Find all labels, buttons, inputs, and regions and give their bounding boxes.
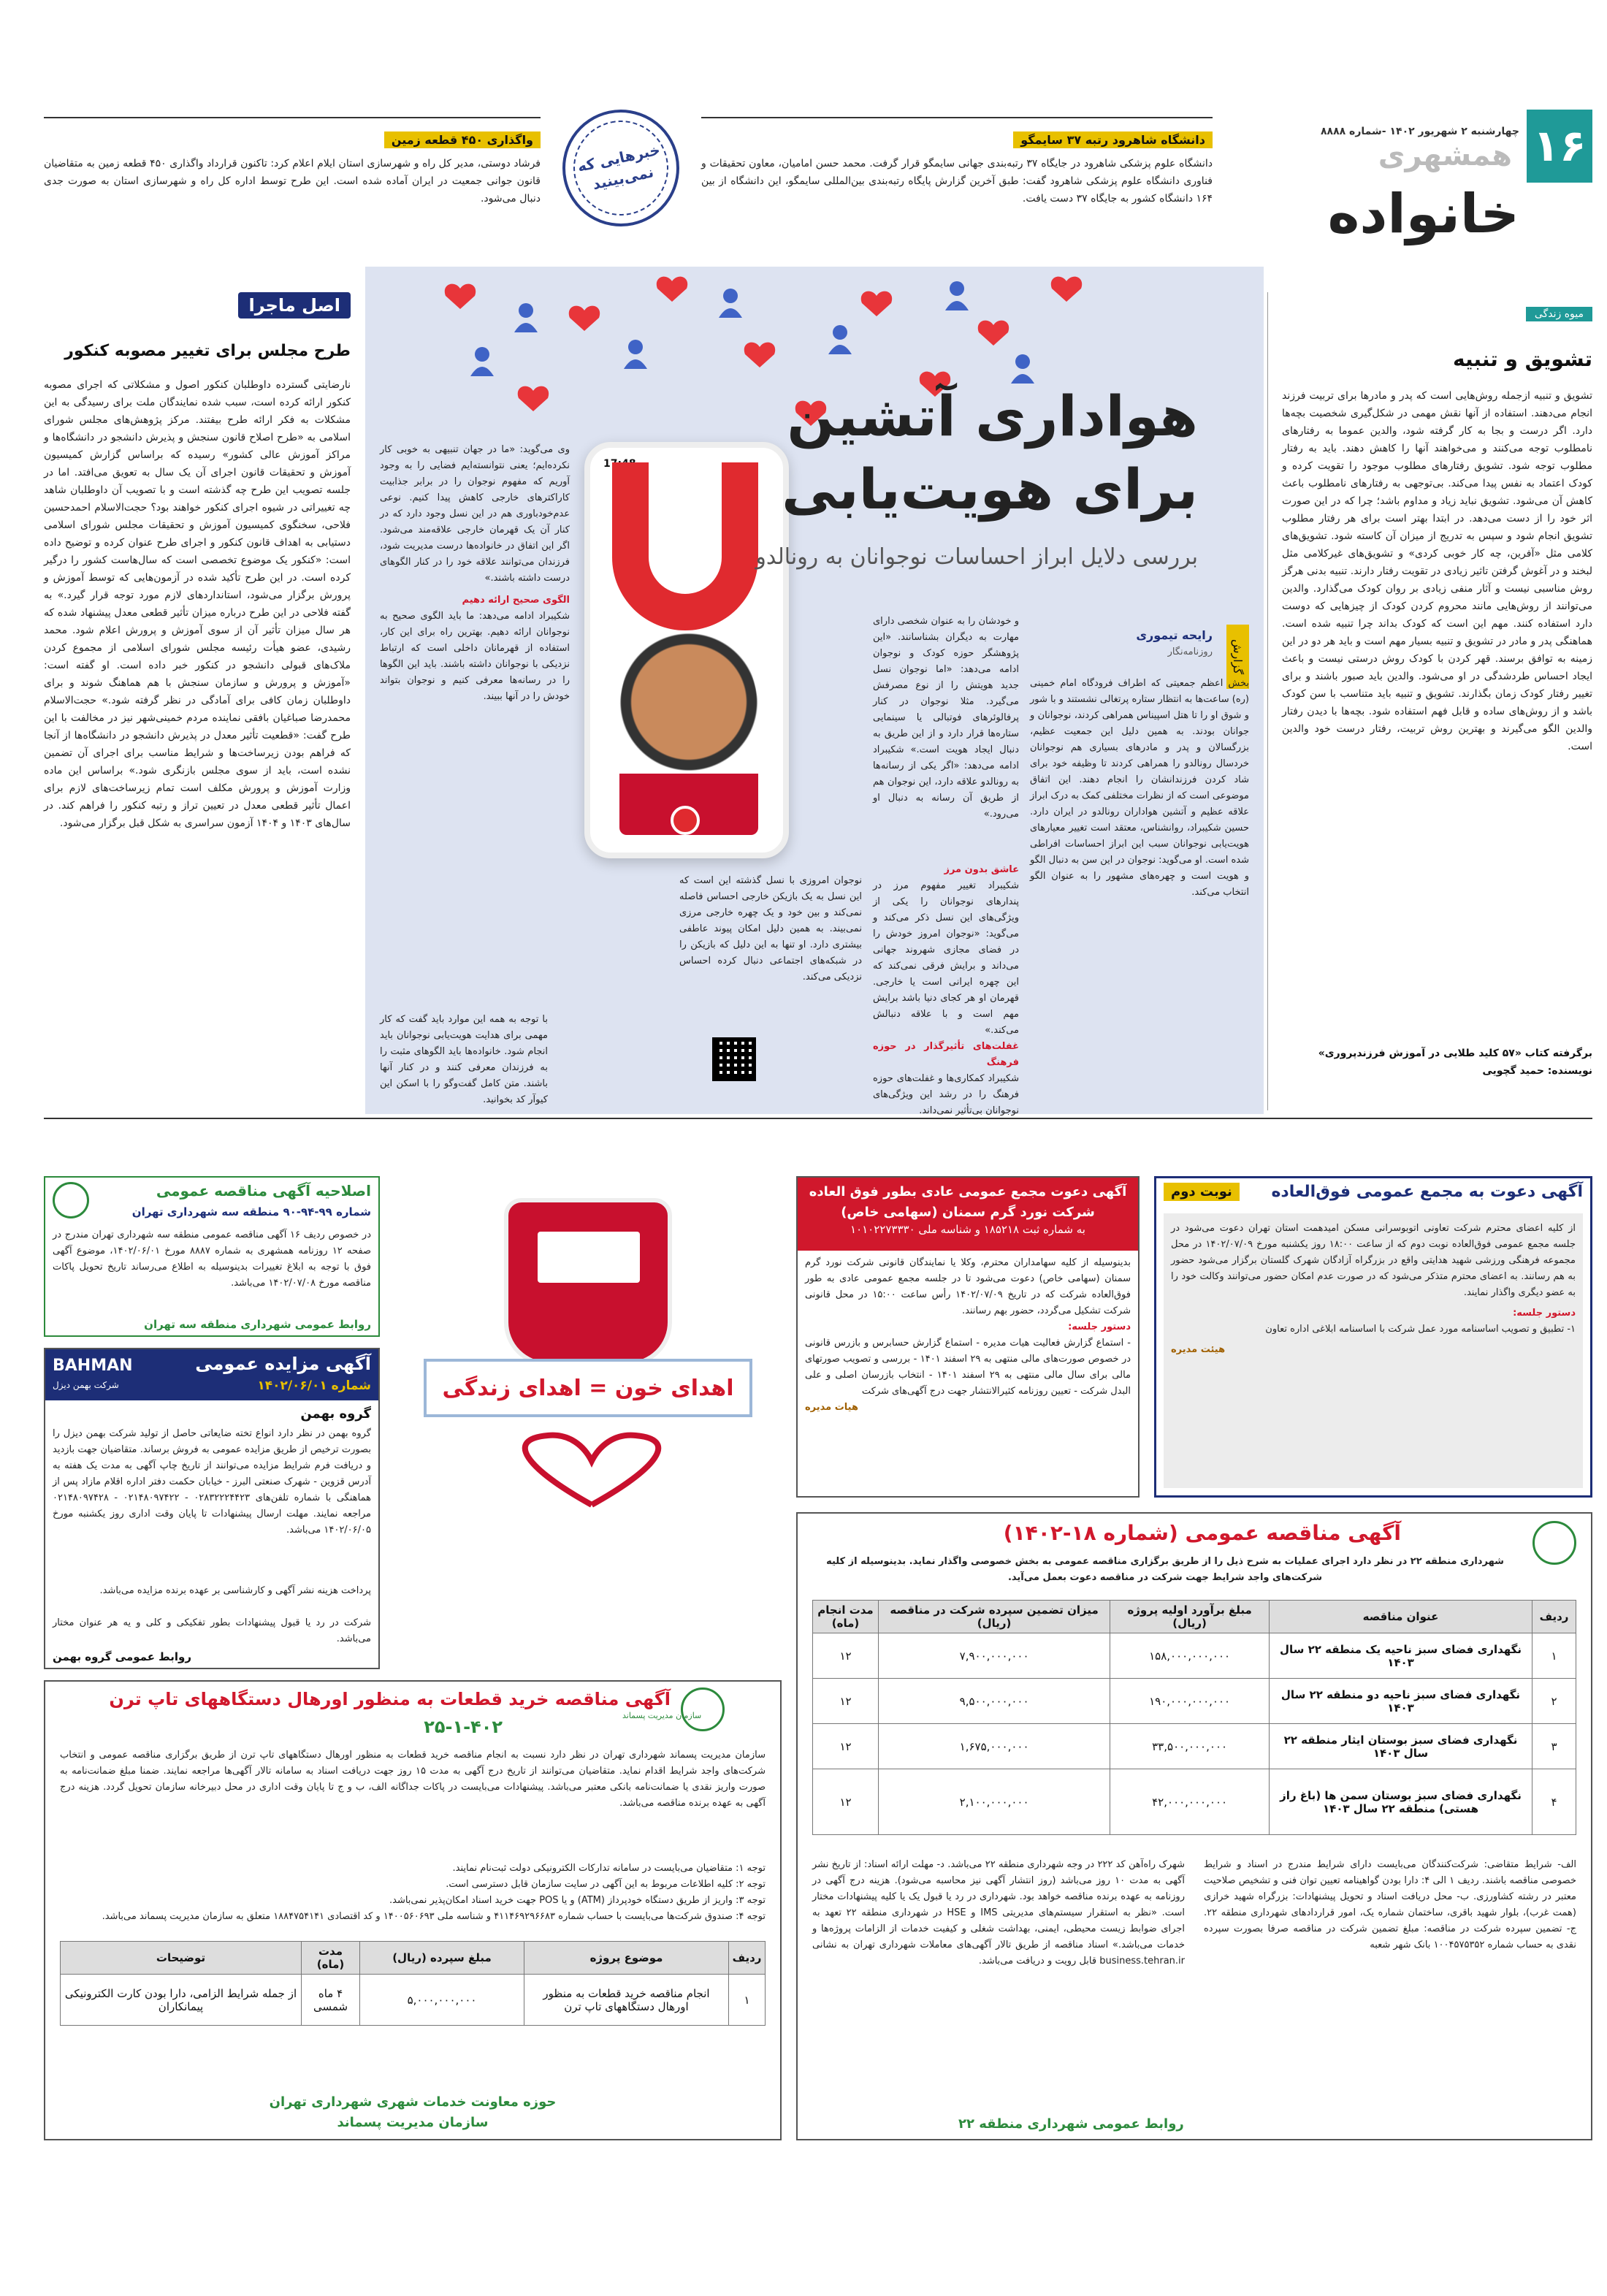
table-cell: ۴ ماه شمسی — [302, 1975, 360, 2026]
author-name: رایحه تیموری — [1136, 628, 1213, 642]
tehran-logo-icon — [1532, 1521, 1576, 1565]
table-row — [61, 1975, 766, 2026]
table-row — [813, 1633, 1576, 1679]
table-cell: ۱,۶۷۵,۰۰۰,۰۰۰ — [879, 1724, 1110, 1769]
table-cell: نگهداری فضای سبز بوستان ایثار منطقه ۲۲ سال ۱۴۰۳ — [1270, 1724, 1532, 1769]
heart-icon — [861, 291, 892, 316]
table-cell: ۲ — [1532, 1679, 1576, 1724]
heart-icon — [978, 321, 1009, 346]
feature-subtitle: بررسی دلایل ابراز احساسات نوجوانان به رونالدو — [755, 544, 1198, 570]
person-icon — [624, 340, 647, 369]
table-cell: ۴۲,۰۰۰,۰۰۰,۰۰۰ — [1110, 1769, 1270, 1835]
person-icon — [1011, 354, 1034, 384]
ad-auction-signature: روابط عمومی گروه بهمن — [53, 1650, 191, 1663]
right-body: تشویق و تنبیه ازجمله روش‌هایی است که پدر و مادرها برای تربیت فرزند انجام می‌دهند. استفاده از آنها نقش مهمی در شکل‌گیری شخصیت بچه‌ها دارد. اگر درست و بجا به کار گرفته شود، والدین عموما به رفتارهای نامطلوب توجه می‌کنند و می‌خواهند آنها را کاهش دهند. باید به رفتار مطلوب توجه شود. تشویق رفتارهای مطلوب موجود را تقویت کرده و کودک اعتماد به نفس پیدا می‌کند. بی‌توجهی به رفتارهای نامطلوب باعث کاهش آن می‌شود. تشویق نباید زیاد و مداوم باشد؛ چرا که در این صورت اثر خود را از دست می‌دهد. در ابتدا بهتر است برای هر رفتار مطلوب تشویق انجام شود و سپس به تدریج از میزان آن کاسته شود. تشویق‌های کلامی مثل «آفرین، چه کار خوبی کردی» و تشویق‌های غیرکلامی مثل لبخند و در آغوش گرفتن تاثیر زیادی در تقویت رفتار دارند. تنبیه بدنی هرگز روش مناسبی نیست و آثار منفی زیادی بر روان کودک می‌گذارد. والدین می‌توانند از روش‌هایی مانند محروم کردن کودک از چیزهایی که دوست دارد استفاده کنند. مهم این است که کودک بداند چرا تنبیه شده است. هماهنگی پدر و مادر در تشویق و تنبیه بسیار مهم است و باید هر دو در این زمینه به توافق برسند. قهر کردن با کودک روش درستی نیست و باعث ایجاد احساس طردشدگی در او می‌شود. والدین باید صبور باشند و برای تغییر رفتار کودک زمان بگذارند. تشویق و تنبیه باید متناسب با سن کودک باشد و از روش‌های ساده و قابل فهم استفاده شود. بچه‌ها با دیدن رفتار والدین الگو می‌گیرند و بهترین روش تربیت، رفتار درست خود والدین است. — [1282, 390, 1592, 752]
table-cell: ۴ — [1532, 1769, 1576, 1835]
stamp — [551, 99, 690, 237]
qr-code[interactable] — [712, 1037, 756, 1081]
table-cell: ۱ — [729, 1975, 766, 2026]
ad-tt-number: ۲۵-۱-۴۰۲ — [424, 1717, 503, 1737]
table-header: مدت انجام (ماه) — [813, 1601, 879, 1633]
author-role: روزنامه‌نگار — [1167, 647, 1213, 657]
record-button[interactable] — [671, 806, 700, 835]
feature-col-3 — [873, 862, 1019, 1116]
player-caricature — [619, 630, 758, 835]
table-header: ردیف — [729, 1942, 766, 1975]
table-header: مبلغ برآورد اولیه پروژه (ریال) — [1110, 1601, 1270, 1633]
ad-corr-signature: روابط عمومی شهرداری منطقه سه تهران — [144, 1318, 371, 1331]
ad-tt-table — [60, 1941, 766, 2026]
ad-gm2-signature: هیئت مدیره — [1171, 1344, 1226, 1355]
ad-gm1-reg: به شماره ثبت ۱۸۵۲۱۸ و شناسه ملی ۱۰۱۰۲۲۷۳۳۳۰ — [850, 1223, 1085, 1236]
left-badge: اصل ماجرا — [238, 292, 351, 319]
heart-icon — [1051, 277, 1082, 302]
ad-auction-body: گروه بهمن در نظر دارد انواع تخته ضایعاتی حاصل از تولید شرکت بهمن دیزل را بصورت ترخیص از طریق مزایده عمومی به فروش برساند. متقاضیان جهت بازدید و دریافت فرم شرایط مزایده می‌توانند از تاریخ چاپ آگهی به مدت یک هفته به آدرس قزوین - شهرک صنعتی البرز - خیابان حکمت دفتر اداره اقلام مازاد پس از هماهنگی با شماره تلفن‌های ۰۲۸۳۲۲۲۴۴۲۳ - ۰۲۱۴۸۰۹۷۴۲۲ - ۰۲۱۴۸۰۹۷۴۲۸ مراجعه نمایند. مهلت ارسال پیشنهادات تا پایان وقت اداری روز یکشنبه مورخ ۱۴۰۲/۰۶/۰۵ می‌باشد. — [53, 1428, 371, 1536]
table-cell: ۱ — [1532, 1633, 1576, 1679]
feature-subhead-1: عاشق بدون مرز — [944, 864, 1019, 875]
ad-tt-note1: توجه ۱: متقاضیان می‌بایست در سامانه تدارکات الکترونیکی دولت ثبت‌نام نمایند. — [452, 1863, 766, 1874]
phone-illustration — [584, 442, 789, 858]
right-kicker: میوه زندگی — [1526, 307, 1592, 321]
paper-logo: همشهری — [1378, 139, 1512, 172]
ad-tt-notes — [60, 1861, 766, 1934]
feature-subhead-2: غفلت‌های تأثیرگذار در حوزه فرهنگ — [873, 1041, 1019, 1068]
left-body: نارضایتی گسترده داوطلبان کنکور اصول و مشکلاتی که اجرای مصوبه کنکور ارائه کرده است، سبب شده نمایندگان ملت برای رسیدگی به این مشکلات به فکر ارائه طرح بیفتند. مرکز پژوهش‌های مجلس شورای اسلامی به «طرح اصلاح قانون سنجش و پذیرش دانشجو در دانشگاه‌ها و مراکز آموزش عالی کشور» رسیده که براساس گزارش کمیسیون آموزش و تحقیقات قانون اجرای آن یک سال به تعویق می‌افتد. اما در جلسه تصویب این طرح چه گذشته است و با تصویب آن داوطلبان شاهد چه تغییراتی در شیوه اجرای کنکور خواهند بود؟ حجت‌الاسلام احمدحسین فلاحی، سخنگوی کمیسیون آموزش و تحقیقات مجلس شورای اسلامی دستیابی به اهداف قانون کنکور و اجرای طرح عنوان کرده و توضیح داده است: «کنکور یک موضوع تخصصی است که سال‌هاست کشور را درگیر کرده است. در این طرح تأکید شده در آزمون‌هایی که توسط آموزش و پرورش برگزار می‌شود، استانداردهای لازم مورد توجه قرار گیرد.» به گفته فلاحی در این طرح درباره میزان تأثیر قطعی معدل پیشنهاد شده که هر سال میزان تأثیر آن از سوی آموزش و پرورش اعلام شود. محمد رشیدی، عضو هیأت رئیسه مجلس شورای اسلامی از مجموع کردن ملاک‌های قبولی دانشجو در کنکور خبر داده است. او گفته است: «آموزش و پرورش و سازمان سنجش با هم هماهنگ شوند و برای داوطلبان زمان کافی برای آمادگی در نظر گرفته شود.» حجت‌الاسلام محمدرضا صباغیان بافقی نماینده مردم خمینی‌شهر نیز در مخالفت با این طرح گفت: «قطعیت تأثیر معدل در پذیرش دانشجو در دانشگاه‌ها از آنجا که فراهم بودن زیرساخت‌ها و شرایط مناسب برای اجرای آن تضمین نشده است، باید از سوی مجلس بازنگری شود.» براساس این ماده وزارت آموزش و پرورش مکلف است تمام زیرساخت‌های لازم برای اعمال تأثیر قطعی معدل در تعیین تراز و رتبه کنکور را فراهم کند. در سال‌های ۱۴۰۳ و ۱۴۰۴ آزمون سراسری به شکل قبل برگزار می‌شود. — [44, 379, 351, 829]
feature-col-6-text: وی می‌گوید: «ما در جهان تنبیهی به خوبی کار نکرده‌ایم؛ یعنی نتوانسته‌ایم فضایی را به وجود آوریم که مفهوم نوجوان را در برابر جذابیت کاراکترهای خارجی کاهش پیدا کنیم. نوعی عدم‌خودباوری هم در این نسل وجود دارد که در کنار آن یک قهرمان خارجی علاقه‌مند می‌شود. اگر این اتفاق در خانواده‌ها درست مدیریت شود، فرزندان می‌توانند علاقه خود را در کنار الگوهای درست داشته باشند.» — [380, 444, 570, 584]
section-title: خانواده — [1327, 183, 1519, 245]
table-cell: نگهداری فضای سبز ناحیه یک منطقه ۲۲ سال ۱۴۰۳ — [1270, 1633, 1532, 1679]
ad-auction-title: آگهی مزایده عمومی — [195, 1354, 371, 1374]
table-header: عنوان مناقصه — [1270, 1601, 1532, 1633]
ad-auction-company: گروه بهمن — [300, 1406, 371, 1422]
ad-general-meeting-2 — [1154, 1176, 1592, 1498]
ad-t22-table — [812, 1600, 1576, 1835]
ad-t22-signature: روابط عمومی شهرداری منطقه ۲۲ — [958, 2116, 1184, 2132]
ad-tt-body: سازمان مدیریت پسماند شهرداری تهران در نظر دارد نسبت به انجام مناقصه خرید قطعات به منظور اورهال دستگاههای تاپ ترن از طریق برگزاری مناقصه عمومی و انتخاب شرکت‌های واجد شرایط اقدام نماید. متقاضیان می‌توانند از تاریخ درج آگهی به مدت ۱۵ روز جهت دریافت اسناد به سامانه تالار آگهی‌ها مراجعه نمایند. ضمنا مبلغ ضمانت‌نامه به صورت واریز نقدی یا ضمانت‌نامه بانکی معتبر می‌باشد. پیشنهادات می‌بایست در پاکات جداگانه الف، ب و ج تا پایان وقت اداری در محل دبیرخانه سازمان تحویل گردد. هزینه درج آگهی به عهده برنده مناقصه می‌باشد. — [60, 1750, 766, 1809]
ad-tt-note3: توجه ۳: واریز از طریق دستگاه خودپرداز (ATM) و یا POS جهت خرید اسناد امکان‌پذیر نمی‌باشد. — [389, 1895, 766, 1906]
ad-gm1-agenda: - استماع گزارش فعالیت هیات مدیره - استماع گزارش حسابرس و بازرس قانونی در خصوص صورت‌های مالی منتهی به ۲۹ اسفند ۱۴۰۱ - بررسی و تصویب صورتهای مالی برای سال مالی منتهی به ۲۹ اسفند ۱۴۰۱ - انتخاب بازرسان اصلی و علی البدل شرکت - تعیین روزنامه کثیرالانتشار جهت درج آگهی‌های شرکت — [805, 1338, 1131, 1397]
page-number: ۱۶ — [1532, 121, 1587, 172]
news-right-headline: دانشگاه شاهرود رتبه ۳۷ سایمگو — [1013, 131, 1213, 148]
table-cell: از جمله شرایط الزامی، دارا بودن کارت الکترونیکی پیمانکاران — [61, 1975, 302, 2026]
news-left-body: فرشاد دوستی، مدیر کل راه و شهرسازی استان ایلام اعلام کرد: تاکنون قرارداد واگذاری ۴۵۰ قطعه زمین به متقاضیان قانون جوانی جمعیت در ایران آماده شده است. این طرح توسط اداره کل راه و شهرسازی استان به صورت جدی دنبال می‌شود. — [44, 158, 541, 205]
ad-tt-signature-2: سازمان مدیریت پسماند — [337, 2115, 489, 2130]
ad-tt-note2: توجه ۲: کلیه اطلاعات مربوط به این آگهی در سایت سازمان قابل دسترسی است. — [446, 1879, 766, 1890]
table-header: موضوع پروژه — [524, 1942, 729, 1975]
ad-auction-number: شماره ۱۴۰۲/۰۶/۰۱ — [257, 1378, 371, 1393]
ad-t22-conditions-left: شهرک راه‌آهن کد ۲۲۲ در وجه شهرداری منطقه ۲۲ می‌باشد. د- مهلت ارائه اسناد: از تاریخ نشر آگهی به مدت ۱۰ روز می‌باشد (روز انتشار آگهی نیز محاسبه می‌شود). هزینه درج آگهی در روزنامه به عهده برنده مناقصه خواهد بود. شهرداری در رد یا قبول یک یا کلیه پیشنهادات مختار است. «نظر به استقرار سیستم‌های مدیریتی IMS و HSE در شهرداری منطقه ۲۲ تعهد به اجرای ضوابط زیست محیطی، ایمنی، بهداشت شغلی و کیفیت خدمات از الزامات پروژه‌ها و خدمات می‌باشد.» اسناد مناقصه از طریق تالار آگهی‌های معاملات شهرداری تهران به نشانی business.tehran.ir قابل رویت و دریافت می‌باشد. — [812, 1859, 1186, 1967]
feature-col-3-text: شکیبراد تغییر مفهوم مرز در پندارهای نوجوانان را یکی از ویژگی‌های این نسل ذکر می‌کند و می‌گوید: «نوجوان امروز خودش را در فضای مجازی شهروند جهانی می‌داند و برایش فرقی نمی‌کند که این چهره ایرانی است یا خارجی. قهرمان او هر کجای دنیا باشد برایش مهم است و با علاقه دنبالش می‌کند.» — [873, 880, 1019, 1036]
table-header: میزان تضمین سپرده شرکت در مناقصه (ریال) — [879, 1601, 1110, 1633]
table-cell: نگهداری فضای سبز بوستان سمن ها (باغ راز هستی) منطقه ۲۲ سال ۱۴۰۳ — [1270, 1769, 1532, 1835]
heart-icon — [518, 386, 549, 411]
ad-auction-brand: BAHMAN — [53, 1357, 133, 1375]
page-number-box — [1527, 110, 1592, 183]
ad-corr-body: در خصوص ردیف ۱۶ آگهی مناقصه عمومی منطقه سه شهرداری تهران مندرج در صفحه ۱۲ روزنامه همشهری به شماره ۸۸۸۷ مورخ ۱۴۰۲/۰۶/۰۱، موضوع آگهی فوق با توجه به ابلاغ تغییرات بدینوسیله به اطلاع می‌رساند تاریخ تحویل پاکات مناقصه مورخ ۱۴۰۲/۰۷/۰۸ می‌باشد. — [53, 1229, 371, 1289]
table-cell: انجام مناقصه خرید قطعات به منظور اورهال دستگاههای تاپ ترن — [524, 1975, 729, 2026]
table-header-row — [813, 1601, 1576, 1633]
ad-tender-22 — [796, 1512, 1592, 2140]
blood-ad-banner — [424, 1359, 752, 1417]
table-cell: ۳۳,۵۰۰,۰۰۰,۰۰۰ — [1110, 1724, 1270, 1769]
table-cell: ۲,۱۰۰,۰۰۰,۰۰۰ — [879, 1769, 1110, 1835]
phone-time: 17:48 — [603, 458, 636, 470]
ad-gm1-title: آگهی دعوت مجمع عمومی عادی بطور فوق العاده شرکت نورد گرم سمنان (سهامی خاص) — [809, 1184, 1127, 1220]
tehran-logo-icon — [53, 1182, 89, 1218]
table-row — [813, 1724, 1576, 1769]
ad-general-meeting-1 — [796, 1176, 1140, 1498]
table-header-row — [61, 1942, 766, 1975]
ad-t22-intro: شهرداری منطقه ۲۲ در نظر دارد اجرای عملیات به شرح ذیل را از طریق برگزاری مناقصه عمومی به بخش خصوصی واگذار نماید. بدینوسیله از کلیه شرکت‌های واجد شرایط جهت شرکت در مناقصه دعوت بعمل می‌آید. — [826, 1556, 1504, 1583]
right-column — [1282, 300, 1592, 1103]
ad-t22-table-wrap — [812, 1600, 1576, 1835]
table-cell: ۱۵۸,۰۰۰,۰۰۰,۰۰۰ — [1110, 1633, 1270, 1679]
ad-tt-org-logo: سازمان مدیریت پسماند — [622, 1711, 702, 1720]
table-header: توضیحات — [61, 1942, 302, 1975]
table-cell: ۷,۹۰۰,۰۰۰,۰۰۰ — [879, 1633, 1110, 1679]
stamp-text: خبرهایی که نمی‌بینید — [576, 140, 662, 194]
person-icon — [719, 289, 742, 318]
ad-tt-table-wrap — [60, 1941, 766, 2026]
ad-gm1-signature: هیات مدیره — [805, 1402, 858, 1413]
table-cell: ۱۹۰,۰۰۰,۰۰۰,۰۰۰ — [1110, 1679, 1270, 1724]
heart-icon — [445, 284, 476, 309]
ad-gm2-body — [1164, 1213, 1583, 1488]
ad-gm1-body — [805, 1255, 1131, 1492]
feature-col-1: بخش اعظم جمعیتی که اطراف فرودگاه امام خمینی (ره) ساعت‌ها به انتظار ستاره پرتغالی نشستند و با شور و شوق او را تا هتل اسپیناس همراهی کردند، نوجوانان و جوانان بودند. به همین دلیل این جمعیت عظیم، بزرگسالان و پدر و مادرهای بسیاری هم نوجوانان خردسال رونالدو را همراهی کردند تا وظیفه خود برای شاد کردن فرزندانشان را انجام دهند. این اتفاق موضوعی است که از نظرات مختلفی کمک به درک ابراز علاقه عظیم و آتشین هواداران رونالدو در ایران دارد. حسین شکیبراد، روانشناس، معتقد است تغییر معیارهای هویت‌یابی نوجوانان سبب این ابراز احساسات افراطی شده است. او می‌گوید: نوجوان در این سن به دنبال الگو و هویت است و چهره‌های مشهور را به عنوان الگو انتخاب می‌کند. — [1030, 678, 1249, 898]
ad-tender-tabtron — [44, 1680, 782, 2140]
ad-gm1-text: بدینوسیله از کلیه سهامداران محترم، وکلا یا نمایندگان قانونی شرکت نورد گرم سمنان (سهامی خاص) دعوت می‌شود تا در جلسه مجمع عمومی عادی به طور فوق‌العاده شرکت که در تاریخ ۱۴۰۲/۰۷/۰۹ رأس ساعت ۱۵:۰۰ در محل قانونی شرکت تشکیل می‌گردد، حضور بهم رسانند. — [805, 1257, 1131, 1316]
table-cell: ۱۲ — [813, 1633, 879, 1679]
table-header: مبلغ سپرده (ریال) — [360, 1942, 524, 1975]
feature-title-2: برای هویت‌یابی — [782, 457, 1198, 522]
heart-tube-icon — [482, 1424, 701, 1512]
ad-gm2-badge: نوبت دوم — [1164, 1183, 1240, 1201]
table-cell: ۱۲ — [813, 1724, 879, 1769]
ad-t22-title: آگهی مناقصه عمومی (شماره ۱۸-۱۴۰۲) — [1003, 1521, 1401, 1545]
news-left-headline: واگذاری ۴۵۰ قطعه زمین — [384, 131, 541, 148]
ad-tt-note4: توجه ۴: صندوق شرکت‌ها می‌بایست با حساب شماره ۴۱۱۴۶۹۲۹۶۶۸۳ و شناسه ملی ۱۴۰۰۵۶۰۶۹۳ و کد اقتصادی ۱۸۸۴۷۵۴۱۴۱ متعلق به سازمان مدیریت پسماند می‌باشد. — [102, 1911, 766, 1922]
table-row — [813, 1769, 1576, 1835]
feature-col-2: و خودشان را به عنوان شخصی دارای مهارت به دیگران بشناسانند. «این پژوهشگر حوزه کودک و نوجوان ادامه می‌دهد: «اما نوجوان نسل جدید هویتش را از نوع مصرفش می‌گیرد. مثلا نوجوان در کنار پرفالوئرهای فوتبالی یا سینمایی ستاره‌ها قرار دارد و از این طریق به دنبال ایجاد هویت است.» شکیبراد ادامه می‌دهد: «اگر یکی از رسانه‌ها به رونالدو علاقه دارد، این نوجوان هم از طریق آن رسانه به دنبال او می‌رود.» — [873, 616, 1019, 820]
left-column — [44, 292, 351, 1103]
ad-gm2-agenda-title: دستور جلسه: — [1513, 1308, 1576, 1319]
ad-tt-title: آگهی مناقصه خرید قطعات به منظور اورهال دستگاههای تاپ ترن — [109, 1689, 671, 1709]
feature-title-1: هواداری آتشین — [787, 384, 1198, 449]
date-line: چهارشنبه ۲ شهریور ۱۴۰۲ -شماره ۸۸۸۸ — [1321, 126, 1519, 137]
ad-gm1-header — [798, 1178, 1138, 1251]
heart-icon — [657, 277, 687, 302]
person-icon — [470, 347, 494, 376]
table-cell: ۳ — [1532, 1724, 1576, 1769]
ad-t22-conditions-right: الف- شرایط متقاضی: شرکت‌کنندگان می‌بایست دارای شرایط مندرج در اسناد و شرایط خصوصی مناقصه باشند. ردیف ۱ الی ۴: دارا بودن گواهینامه تعیین توان فنی و تشخیص صلاحیت معتبر در رشته کشاورزی. ب- محل دریافت اسناد و تحویل پیشنهادات: بزرگراه شهید خرازی (همت غرب)، بلوار شهید باقری، ساختمان شماره یک، امور قراردادهای شهرداری منطقه ۲۲. ج- تضمین سپرده شرکت در مناقصه: مبلغ تضمین شرکت در مناقصه صرفا بصورت سپرده نقدی به حساب شماره ۱۰۰۴۵۷۵۳۵۲ بانک شهر شعبه — [1204, 1859, 1576, 1950]
ad-corr-number: شماره ۹۹-۹۴-۹۰ منطقه سه شهرداری تهران — [131, 1205, 371, 1218]
table-cell: ۵,۰۰۰,۰۰۰,۰۰۰ — [360, 1975, 524, 2026]
heart-icon — [569, 306, 600, 331]
ad-correction — [44, 1176, 380, 1337]
right-source: برگرفته کتاب «۵۷ کلید طلایی در آموزش فرزندپروری» نویسنده: حمید گچویی — [1318, 1048, 1592, 1077]
right-title: تشویق و تنبیه — [1453, 347, 1592, 371]
ad-gm2-agenda: ۱- تطبیق و تصویب اساسنامه مورد عمل شرکت با اساسنامه ابلاغی اداره تعاون — [1265, 1324, 1576, 1335]
feature-col-5: با توجه به همه این موارد باید گفت که کار مهمی برای هدایت هویت‌یابی نوجوانان باید انجام شود. خانواده‌ها باید الگوهای مثبت را به فرزندان معرفی کنند و در کنار آنها باشند. متن کامل گفت‌وگو را با اسکن این کیوآر کد بخوانید. — [380, 1014, 548, 1105]
feature-subhead-3: الگوی صحیح ارائه دهیم — [462, 595, 570, 606]
feature-col-6 — [380, 442, 570, 1004]
heart-icon — [744, 343, 775, 367]
feature-col-3b-text: شکیبراد کمکاری‌ها و غفلت‌های حوزه فرهنگ را در رشد این ویژگی‌های نوجوانان بی‌تأثیر نمی‌داند. — [873, 1073, 1019, 1116]
table-header: ردیف — [1532, 1601, 1576, 1633]
ad-auction-brand-sub: شرکت بهمن دیزل — [53, 1380, 119, 1390]
table-row — [813, 1679, 1576, 1724]
blood-bag-icon — [504, 1198, 672, 1366]
ad-auction — [44, 1348, 380, 1669]
news-right-body: دانشگاه علوم پزشکی شاهرود در جایگاه ۳۷ رتبه‌بندی جهانی سایمگو قرار گرفت. محمد حسن امامیان، معاون تحقیقات و فناوری دانشگاه علوم پزشکی شاهرود گفت: طبق آخرین گزارش پایگاه رتبه‌بندی بین‌المللی سایمگو، این دانشگاه از بین ۱۶۴ دانشگاه کشور به جایگاه ۳۷ دست یافت. — [701, 158, 1213, 205]
news-left — [44, 117, 541, 252]
left-title: طرح مجلس برای تغییر مصوبه کنکور — [64, 342, 351, 360]
report-label: گزارش — [1226, 625, 1249, 689]
ad-gm2-title: آگهی دعوت به مجمع عمومی فوق‌العاده — [1271, 1183, 1583, 1201]
ad-auction-note2: شرکت در رد یا قبول پیشنهادات بطور تفکیکی و کلی و یه هر عنوان مختار می‌باشد. — [53, 1617, 371, 1644]
table-cell: ۱۲ — [813, 1769, 879, 1835]
tehran-logo-icon — [681, 1687, 725, 1731]
blood-ad — [394, 1176, 782, 1519]
table-header: مدت (ماه) — [302, 1942, 360, 1975]
feature-col-6b-text: شکیبراد ادامه می‌دهد: ما باید الگوی صحیح به نوجوانان ارائه دهیم. بهترین راه برای این کار، استفاده از قهرمانان داخلی است که ارتباط نزدیکی با نوجوانان داشته باشند. باید این الگوها را در رسانه‌ها معرفی کنیم و نوجوان بتواند خودش را در آنها ببیند. — [380, 611, 570, 702]
ad-gm1-agenda-title: دستور جلسه: — [1068, 1321, 1131, 1332]
person-icon — [514, 303, 538, 332]
news-right — [701, 117, 1213, 252]
magnet-icon — [612, 462, 758, 630]
ad-gm2-text: از کلیه اعضای محترم شرکت تعاونی اتوبوسرانی مسکن امیدهمت استان تهران دعوت می‌شود در جلسه مجمع عمومی فوق‌العاده نوبت دوم که از ساعت ۱۸:۰۰ روز یکشنبه مورخ ۱۴۰۲/۰۷/۰۹ در محل مجموعه فرهنگی ورزشی شهید هدایتی واقع در بزرگراه آزادگان شهرک گلستان برگزار می‌شود حضور به هم رسانند. به اعضای محترم متذکر می‌شود که در صورت عدم امکان حضور می‌توانند وکالت خود را به عضو دیگری واگذار نمایند. — [1171, 1223, 1576, 1298]
ad-auction-note1: پرداخت هزینه نشر آگهی و کارشناسی بر عهده برنده مزایده می‌باشد. — [99, 1585, 371, 1596]
feature-col-4: نوجوان امروزی با نسل گذشته این است که این نسل به یک بازیکن خارجی احساس فاصله نمی‌کند و بین خود و یک چهره خارجی مرزی نمی‌بیند. به همین دلیل امکان پیوند عاطفی بیشتری دارد. او تنها به این دلیل که بازیکن را در شبکه‌های اجتماعی دنبال کرده احساس نزدیکی می‌کند. — [679, 875, 862, 983]
blood-ad-text: اهدای خون = اهدای زندگی — [442, 1375, 734, 1401]
masthead — [1242, 110, 1592, 263]
table-cell: ۹,۵۰۰,۰۰۰,۰۰۰ — [879, 1679, 1110, 1724]
person-icon — [945, 281, 969, 310]
ad-tt-signature-1: حوزه معاونت خدمات شهری شهرداری تهران — [269, 2094, 557, 2110]
ad-corr-title: اصلاحیه آگهی مناقصه عمومی — [156, 1182, 371, 1200]
table-cell: ۱۲ — [813, 1679, 879, 1724]
feature-area — [365, 267, 1264, 1114]
table-cell: نگهداری فضای سبز ناحیه دو منطقه ۲۲ سال ۱۴۰۳ — [1270, 1679, 1532, 1724]
person-icon — [828, 325, 852, 354]
